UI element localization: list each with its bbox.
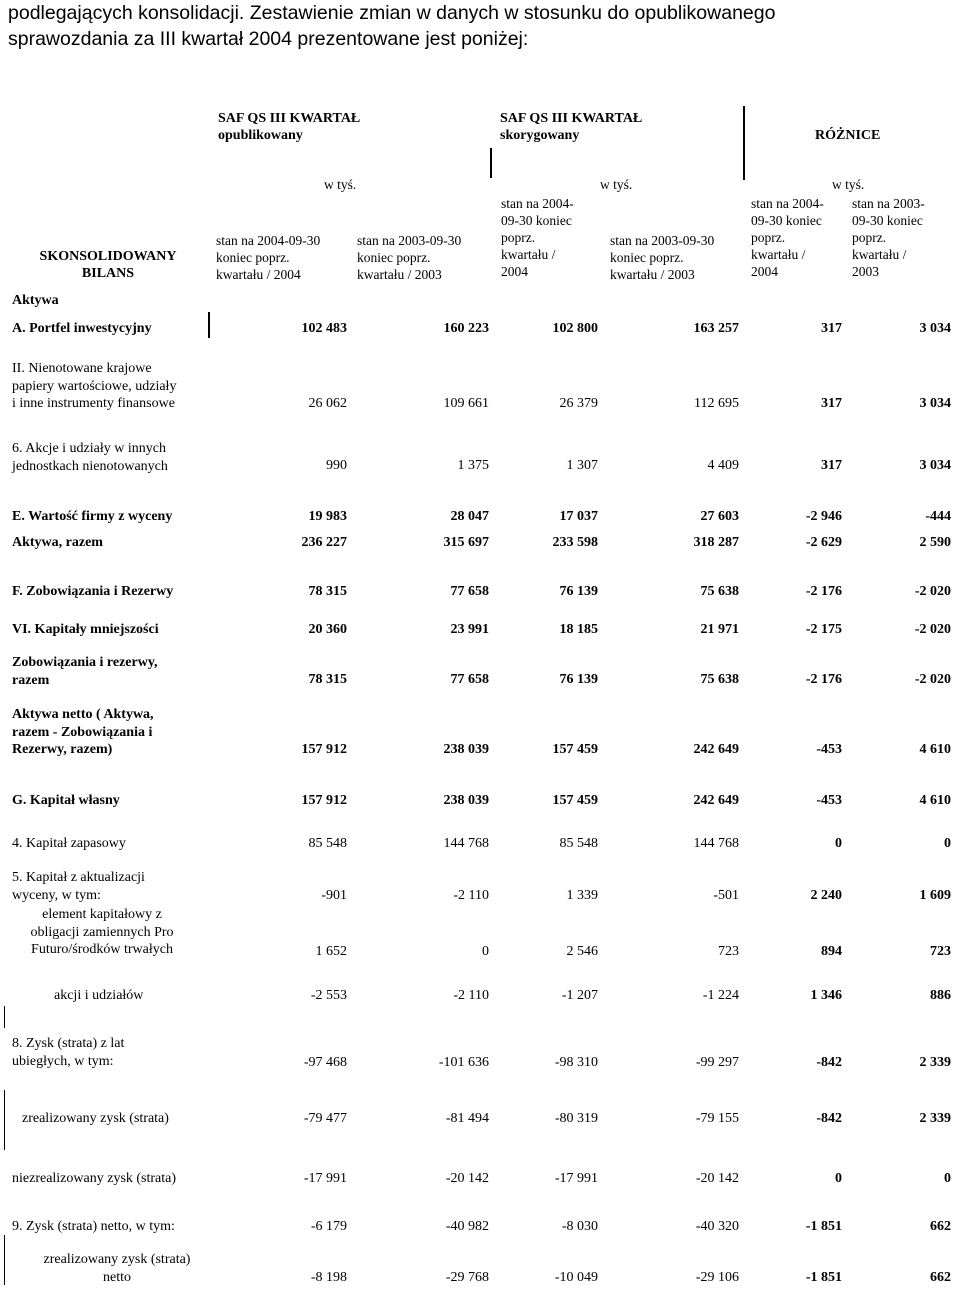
value-cell: 1 346 [810, 988, 842, 1003]
value-cell: -501 [713, 888, 739, 903]
row-label-line: obligacji zamiennych Pro [30, 924, 174, 940]
row-label-line: 8. Zysk (strata) z lat [12, 1036, 125, 1051]
value-cell: -2 553 [310, 988, 347, 1003]
row-label-line: F. Zobowiązania i Rezerwy [12, 584, 174, 599]
row-label [12, 906, 192, 959]
value-cell: 76 139 [559, 672, 598, 687]
row-label-line: razem - Zobowiązania i [12, 724, 153, 740]
value-cell: 894 [821, 944, 842, 959]
value-cell: -6 179 [310, 1219, 347, 1234]
row-label [12, 835, 126, 853]
value-cell: 18 185 [559, 622, 598, 637]
value-cell: -8 030 [561, 1219, 598, 1234]
value-cell: -2 020 [914, 584, 951, 599]
row-label-line: II. Nienotowane krajowe [12, 361, 152, 376]
value-cell: 112 695 [694, 396, 739, 411]
value-cell: 75 638 [700, 672, 739, 687]
row-label [12, 440, 168, 475]
value-cell: -40 320 [695, 1219, 739, 1234]
value-cell: 20 360 [308, 622, 347, 637]
value-cell: -1 224 [702, 988, 739, 1003]
value-cell: -8 198 [310, 1270, 347, 1285]
value-cell: 315 697 [443, 535, 489, 550]
value-cell: -2 946 [805, 509, 842, 524]
group-header-published: SAF QS III KWARTAŁ opublikowany [218, 111, 361, 143]
row-label-line: G. Kapitał własny [12, 793, 120, 808]
value-cell: 2 339 [919, 1055, 951, 1070]
row-label [12, 654, 158, 689]
value-cell: 157 912 [301, 742, 347, 757]
row-label [22, 1251, 212, 1286]
value-cell: 160 223 [443, 321, 489, 336]
value-cell: 1 652 [315, 944, 347, 959]
column-header-1: stan na 2004-09-30 koniec poprz. kwartału / 2004 [216, 233, 321, 282]
value-cell: 85 548 [559, 836, 598, 851]
row-label [12, 1170, 176, 1188]
value-cell: 102 800 [552, 321, 598, 336]
value-cell: 1 375 [457, 458, 489, 473]
value-cell: -79 477 [303, 1111, 347, 1126]
row-label [12, 792, 120, 810]
value-cell: 2 240 [810, 888, 842, 903]
row-label-line: razem [12, 672, 50, 688]
row-label-line: 4. Kapitał zapasowy [12, 836, 126, 851]
value-cell: -20 142 [695, 1171, 739, 1186]
value-cell: 242 649 [693, 793, 739, 808]
column-header-2: stan na 2003-09-30 koniec poprz. kwartału / 2003 [357, 233, 462, 282]
row-label-line: wyceny, w tym: [12, 887, 101, 903]
balance-sheet-title: SKONSOLIDOWANY BILANS [39, 249, 177, 281]
value-cell: -901 [321, 888, 347, 903]
value-cell: -453 [816, 793, 842, 808]
value-cell: -20 142 [445, 1171, 489, 1186]
row-label-line: element kapitałowy z [42, 907, 162, 922]
row-label-line: Zobowiązania i rezerwy, [12, 655, 158, 670]
column-header-4: stan na 2003-09-30 koniec poprz. kwartału / 2003 [610, 233, 715, 282]
value-cell: 144 768 [693, 836, 739, 851]
value-cell: 27 603 [700, 509, 739, 524]
value-cell: -29 106 [695, 1270, 739, 1285]
value-cell: 662 [930, 1219, 951, 1234]
value-cell: 77 658 [450, 672, 489, 687]
value-cell: 4 610 [919, 742, 951, 757]
value-cell: 17 037 [559, 509, 598, 524]
value-cell: -2 629 [805, 535, 842, 550]
row-label-line: ubiegłych, w tym: [12, 1053, 114, 1069]
value-cell: 723 [930, 944, 951, 959]
row-label [12, 869, 145, 904]
value-cell: 1 307 [566, 458, 598, 473]
value-cell: 4 409 [707, 458, 739, 473]
intro-paragraph [8, 0, 958, 52]
value-cell: 0 [835, 1171, 842, 1186]
row-label-line: papiery wartościowe, udziały [12, 378, 177, 394]
value-cell: -81 494 [445, 1111, 489, 1126]
value-cell: -444 [925, 509, 951, 524]
group-header-corrected: SAF QS III KWARTAŁ skorygowany [500, 111, 643, 143]
value-cell: -17 991 [554, 1171, 598, 1186]
value-cell: -2 176 [805, 672, 842, 687]
group-header-differences: RÓŻNICE [815, 128, 881, 143]
margin-mark-2 [4, 1090, 5, 1150]
value-cell: 26 379 [559, 396, 598, 411]
row-divider-a [208, 312, 210, 338]
value-cell: 723 [718, 944, 739, 959]
value-cell: 163 257 [693, 321, 739, 336]
value-cell: 317 [821, 321, 842, 336]
value-cell: 26 062 [308, 396, 347, 411]
value-cell: -10 049 [554, 1270, 598, 1285]
value-cell: -842 [816, 1055, 842, 1070]
value-cell: 233 598 [552, 535, 598, 550]
value-cell: 77 658 [450, 584, 489, 599]
value-cell: 144 768 [443, 836, 489, 851]
value-cell: 102 483 [301, 321, 347, 336]
row-label-line: Rezerwy, razem) [12, 742, 113, 757]
value-cell: -453 [816, 742, 842, 757]
intro-line-1: podlegających konsolidacji. Zestawienie zmian w danych w stosunku do opublikowanego [8, 2, 776, 24]
value-cell: 2 546 [566, 944, 598, 959]
row-label [12, 360, 176, 413]
value-cell: 76 139 [559, 584, 598, 599]
value-cell: 886 [930, 988, 951, 1003]
value-cell: 2 339 [919, 1111, 951, 1126]
header-divider-1 [490, 148, 492, 178]
value-cell: 317 [821, 396, 842, 411]
value-cell: -99 297 [695, 1055, 739, 1070]
value-cell: 157 459 [552, 742, 598, 757]
value-cell: -2 176 [805, 584, 842, 599]
margin-mark-1 [4, 1006, 5, 1028]
row-label [12, 706, 154, 759]
value-cell: 23 991 [450, 622, 489, 637]
row-label [12, 1035, 124, 1070]
column-header-6: stan na 2003- 09-30 koniec poprz. kwartału / 2003 [852, 196, 925, 279]
value-cell: 0 [482, 944, 489, 959]
row-label-line: Futuro/środków trwałych [31, 942, 173, 957]
value-cell: 317 [821, 458, 842, 473]
row-label-line: A. Portfel inwestycyjny [12, 321, 152, 336]
margin-mark-3 [4, 1235, 5, 1285]
value-cell: -97 468 [303, 1055, 347, 1070]
column-header-3: stan na 2004- 09-30 koniec poprz. kwartału / 2004 [501, 196, 574, 279]
value-cell: 318 287 [693, 535, 739, 550]
row-label-line: VI. Kapitały mniejszości [12, 622, 159, 637]
value-cell: -80 319 [554, 1111, 598, 1126]
value-cell: 0 [944, 1171, 951, 1186]
value-cell: -101 636 [438, 1055, 489, 1070]
row-label-line: niezrealizowany zysk (strata) [12, 1171, 177, 1186]
value-cell: 85 548 [308, 836, 347, 851]
value-cell: -40 982 [445, 1219, 489, 1234]
value-cell: 3 034 [919, 396, 951, 411]
value-cell: -1 851 [805, 1219, 842, 1234]
unit-label-published: w tyś. [324, 177, 357, 192]
unit-label-corrected: w tyś. [600, 177, 633, 192]
value-cell: 75 638 [700, 584, 739, 599]
value-cell: -79 155 [695, 1111, 739, 1126]
row-label [12, 583, 173, 601]
value-cell: 109 661 [443, 396, 489, 411]
row-label-line: akcji i udziałów [54, 988, 144, 1003]
value-cell: -2 175 [805, 622, 842, 637]
row-label-line: Aktywa netto ( Aktywa, [12, 707, 154, 722]
row-label [12, 1218, 175, 1236]
value-cell: 662 [930, 1270, 951, 1285]
value-cell: 157 459 [552, 793, 598, 808]
row-label-line: zrealizowany zysk (strata) [22, 1111, 169, 1126]
value-cell: 238 039 [443, 793, 489, 808]
row-label [54, 987, 143, 1005]
value-cell: 157 912 [301, 793, 347, 808]
row-label-line: E. Wartość firmy z wyceny [12, 509, 173, 524]
value-cell: -2 020 [914, 622, 951, 637]
value-cell: 3 034 [919, 458, 951, 473]
row-label [12, 508, 172, 526]
value-cell: -98 310 [554, 1055, 598, 1070]
value-cell: 78 315 [308, 672, 347, 687]
row-label-line: 9. Zysk (strata) netto, w tym: [12, 1219, 175, 1234]
value-cell: 990 [326, 458, 347, 473]
value-cell: -2 110 [453, 988, 489, 1003]
row-label-line: 5. Kapitał z aktualizacji [12, 870, 145, 885]
value-cell: 3 034 [919, 321, 951, 336]
value-cell: 28 047 [450, 509, 489, 524]
row-label-line: Aktywa, razem [12, 535, 103, 550]
value-cell: 78 315 [308, 584, 347, 599]
row-label [12, 534, 103, 552]
row-label-line: i inne instrumenty finansowe [12, 396, 175, 411]
value-cell: -17 991 [303, 1171, 347, 1186]
column-header-5: stan na 2004- 09-30 koniec poprz. kwartału / 2004 [751, 196, 824, 279]
row-label-line: zrealizowany zysk (strata) [43, 1252, 191, 1267]
value-cell: 2 590 [919, 535, 951, 550]
value-cell: -2 110 [453, 888, 489, 903]
row-label-line: netto [103, 1269, 131, 1285]
assets-heading: Aktywa [12, 293, 59, 308]
row-label [12, 621, 159, 639]
row-label-line: 6. Akcje i udziały w innych [12, 441, 166, 456]
value-cell: 0 [835, 836, 842, 851]
value-cell: 19 983 [308, 509, 347, 524]
row-label [12, 320, 152, 338]
row-label-line: jednostkach nienotowanych [12, 458, 168, 474]
value-cell: -842 [816, 1111, 842, 1126]
unit-label-differences: w tyś. [832, 177, 865, 192]
value-cell: 0 [944, 836, 951, 851]
intro-line-2: sprawozdania za III kwartał 2004 prezentowane jest poniżej: [8, 28, 529, 50]
value-cell: 21 971 [700, 622, 739, 637]
row-label [22, 1110, 169, 1128]
value-cell: 238 039 [443, 742, 489, 757]
header-divider-2 [743, 106, 745, 180]
value-cell: -1 207 [561, 988, 598, 1003]
value-cell: 1 609 [919, 888, 951, 903]
value-cell: 1 339 [566, 888, 598, 903]
value-cell: -29 768 [445, 1270, 489, 1285]
value-cell: 236 227 [301, 535, 347, 550]
value-cell: 4 610 [919, 793, 951, 808]
value-cell: -1 851 [805, 1270, 842, 1285]
value-cell: -2 020 [914, 672, 951, 687]
value-cell: 242 649 [693, 742, 739, 757]
